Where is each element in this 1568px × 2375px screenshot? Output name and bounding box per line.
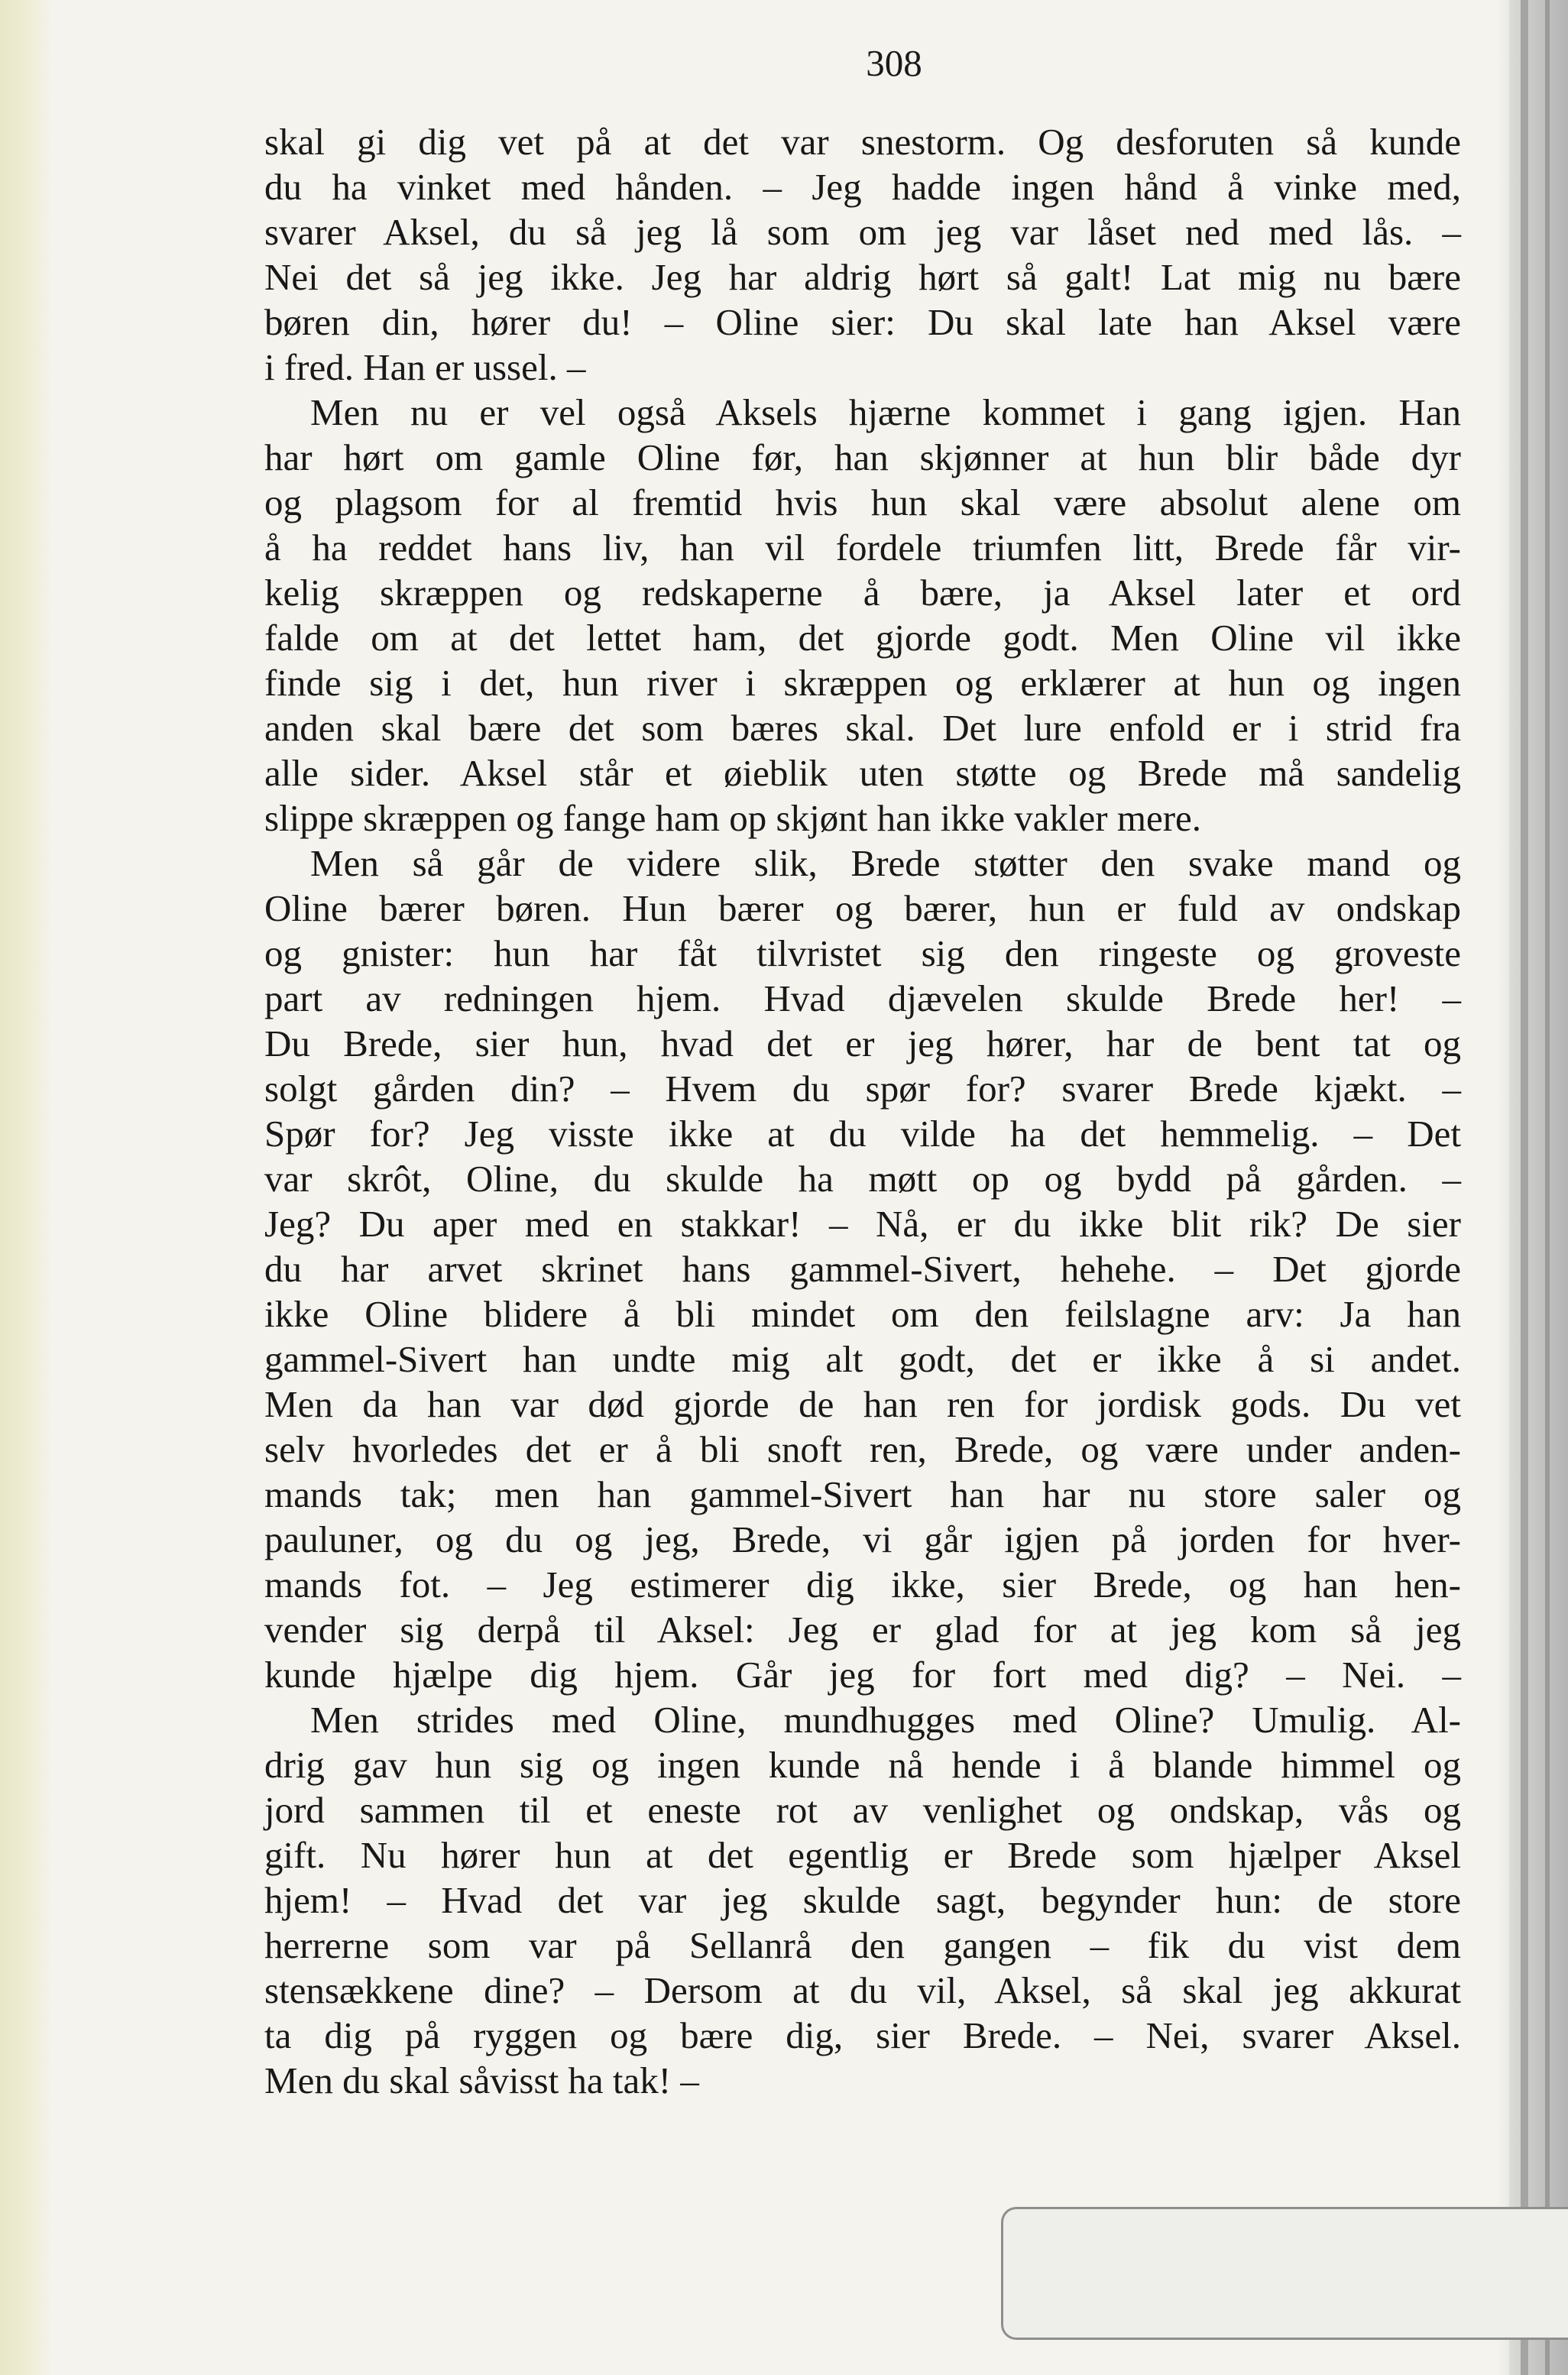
page-right-edge [1509, 0, 1568, 2375]
text-line: og plagsom for al fremtid hvis hun skal være absolut alene om [264, 481, 1461, 523]
text-line: Du Brede, sier hun, hvad det er jeg hører, har de bent tat og [264, 1022, 1461, 1064]
text-line: part av redningen hjem. Hvad djævelen skulde Brede her! – [264, 977, 1461, 1019]
text-line: selv hvorledes det er å bli snoft ren, Brede, og være under anden- [264, 1428, 1461, 1470]
page-body-text [264, 119, 1461, 2103]
text-line: Oline bærer børen. Hun bærer og bærer, hun er fuld av ondskap [264, 887, 1461, 929]
text-line: du har arvet skrinet hans gammel-Sivert, hehehe. – Det gjorde [264, 1248, 1461, 1290]
text-line: Men så går de videre slik, Brede støtter den svake mand og [310, 842, 1461, 884]
text-line: ikke Oline blidere å bli mindet om den feilslagne arv: Ja han [264, 1293, 1461, 1335]
page-number: 308 [866, 42, 922, 84]
text-line: alle sider. Aksel står et øieblik uten støtte og Brede må sandelig [264, 752, 1461, 794]
text-line: hjem! – Hvad det var jeg skulde sagt, begynder hun: de store [264, 1879, 1461, 1921]
text-line: var skrôt, Oline, du skulde ha møtt op og bydd på gården. – [264, 1158, 1461, 1200]
text-line: anden skal bære det som bæres skal. Det lure enfold er i strid fra [264, 707, 1461, 749]
text-line: Men du skal såvisst ha tak! – [264, 2059, 699, 2101]
text-line: du ha vinket med hånden. – Jeg hadde ingen hånd å vinke med, [264, 166, 1461, 208]
text-line: skal gi dig vet på at det var snestorm. Og desforuten så kunde [264, 121, 1461, 163]
text-line: gammel-Sivert han undte mig alt godt, det er ikke å si andet. [264, 1338, 1461, 1380]
text-line: jord sammen til et eneste rot av venlighet og ondskap, vås og [264, 1789, 1461, 1831]
text-line: i fred. Han er ussel. – [264, 346, 586, 388]
binding-edge-line-outer [1545, 0, 1550, 2375]
text-line: mands tak; men han gammel-Sivert han har nu store saler og [264, 1473, 1461, 1515]
text-line: Men da han var død gjorde de han ren for jordisk gods. Du vet [264, 1383, 1461, 1425]
text-line: kelig skræppen og redskaperne å bære, ja Aksel later et ord [264, 572, 1461, 614]
text-line: svarer Aksel, du så jeg lå som om jeg var låset ned med lås. – [264, 211, 1461, 253]
text-line: kunde hjælpe dig hjem. Går jeg for fort med dig? – Nei. – [264, 1654, 1461, 1696]
page-left-edge [0, 0, 53, 2375]
text-line: Men nu er vel også Aksels hjærne kommet i gang igjen. Han [310, 391, 1461, 433]
text-line: vender sig derpå til Aksel: Jeg er glad for at jeg kom så jeg [264, 1609, 1461, 1651]
text-line: å ha reddet hans liv, han vil fordele triumfen litt, Brede får vir- [264, 527, 1461, 569]
library-card-pocket [1001, 2207, 1568, 2340]
text-line: og gnister: hun har fåt tilvristet sig den ringeste og groveste [264, 932, 1461, 974]
text-line: solgt gården din? – Hvem du spør for? svarer Brede kjækt. – [264, 1068, 1461, 1110]
text-line: Spør for? Jeg visste ikke at du vilde ha det hemmelig. – Det [264, 1113, 1461, 1155]
text-line: børen din, hører du! – Oline sier: Du skal late han Aksel være [264, 301, 1461, 343]
text-line: slippe skræppen og fange ham op skjønt han ikke vakler mere. [264, 797, 1202, 839]
text-line: Nei det så jeg ikke. Jeg har aldrig hørt så galt! Lat mig nu bære [264, 256, 1461, 298]
text-line: ta dig på ryggen og bære dig, sier Brede. – Nei, svarer Aksel. [264, 2014, 1461, 2056]
text-line: Jeg? Du aper med en stakkar! – Nå, er du ikke blit rik? De sier [264, 1203, 1461, 1245]
text-line: har hørt om gamle Oline før, han skjønner at hun blir både dyr [264, 436, 1461, 478]
text-line: finde sig i det, hun river i skræppen og erklærer at hun og ingen [264, 662, 1461, 704]
text-line: gift. Nu hører hun at det egentlig er Brede som hjælper Aksel [264, 1834, 1461, 1876]
text-line: Men strides med Oline, mundhugges med Oline? Umulig. Al- [310, 1699, 1461, 1741]
text-line: falde om at det lettet ham, det gjorde godt. Men Oline vil ikke [264, 617, 1461, 659]
text-line: drig gav hun sig og ingen kunde nå hende i å blande himmel og [264, 1744, 1461, 1786]
text-line: herrerne som var på Sellanrå den gangen – fik du vist dem [264, 1924, 1461, 1966]
binding-edge-line [1521, 0, 1528, 2375]
text-line: pauluner, og du og jeg, Brede, vi går igjen på jorden for hver- [264, 1518, 1461, 1560]
text-line: stensækkene dine? – Dersom at du vil, Aksel, så skal jeg akkurat [264, 1969, 1461, 2011]
text-line: mands fot. – Jeg estimerer dig ikke, sier Brede, og han hen- [264, 1563, 1461, 1605]
